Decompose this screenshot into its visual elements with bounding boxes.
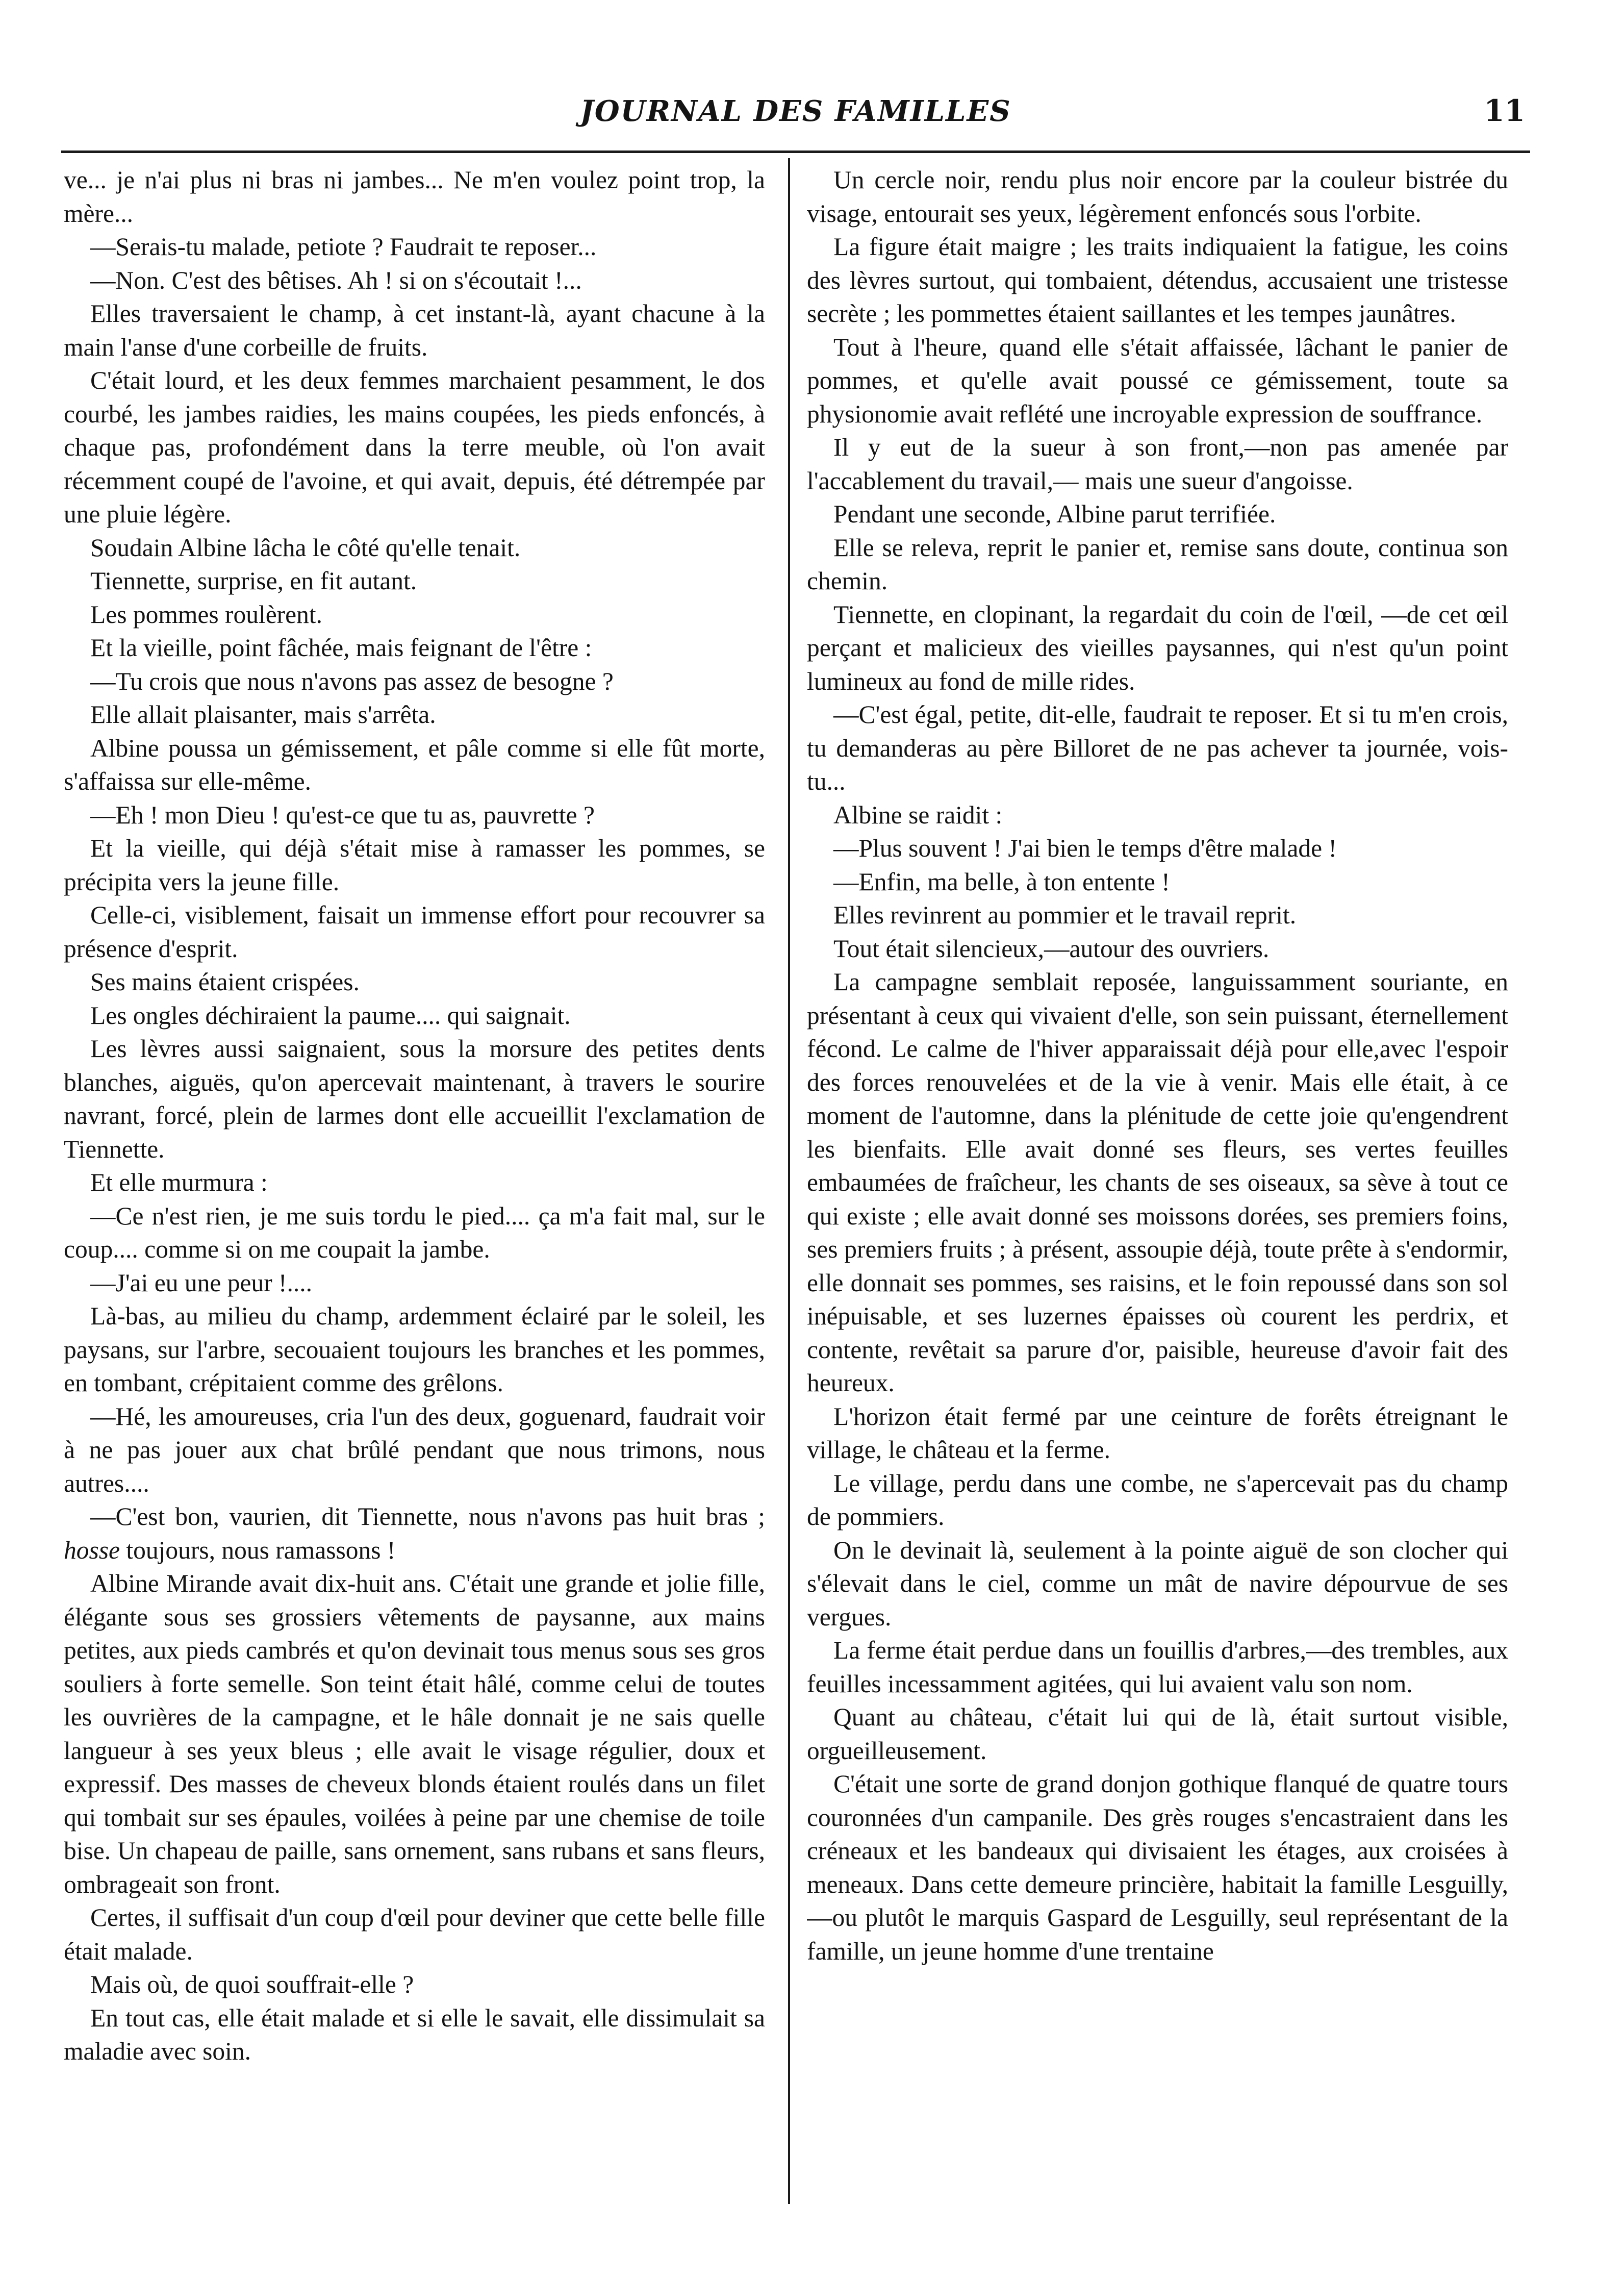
paragraph: Les lèvres aussi saignaient, sous la morsure des petites dents blanches, aiguës, qu'on apercevait maintenant, à travers le sourire navrant, forcé, plein de larmes dont elle accueillit l'exclamation de Tiennette. xyxy=(64,1035,765,1163)
paragraph: —J'ai eu une peur !.... xyxy=(90,1268,313,1297)
paragraph: —Enfin, ma belle, à ton entente ! xyxy=(833,867,1170,896)
italic-word: hosse xyxy=(64,1536,120,1564)
paragraph: Tout était silencieux,—autour des ouvriers. xyxy=(833,934,1270,963)
paragraph: —Plus souvent ! J'ai bien le temps d'être malade ! xyxy=(833,834,1337,862)
paragraph: C'était une sorte de grand donjon gothique flanqué de quatre tours couronnées d'un campanile. Des grès rouges s'encastraient dans les créneaux et les bandeaux qui divisaient les étages, aux croisées à meneaux. Dans cette demeure princière, habitait la famille Lesguilly,—ou plutôt le marquis Gaspard de Lesguilly, seul représentant de la famille, un jeune homme d'une trentaine xyxy=(807,1770,1508,1965)
paragraph: Et la vieille, qui déjà s'était mise à ramasser les pommes, se précipita vers la jeune fille. xyxy=(64,834,765,896)
paragraph: Quant au château, c'était lui qui de là, était surtout visible, orgueilleusement. xyxy=(807,1703,1508,1765)
paragraph: Tiennette, surprise, en fit autant. xyxy=(90,567,417,595)
paragraph: —Hé, les amoureuses, cria l'un des deux, goguenard, faudrait voir à ne pas jouer aux chat brûlé pendant que nous trimons, nous autres.... xyxy=(64,1402,765,1497)
header-rule xyxy=(61,151,1530,153)
paragraph: L'horizon était fermé par une ceinture de forêts étreignant le village, le château et la ferme. xyxy=(807,1402,1508,1464)
paragraph: —Serais-tu malade, petiote ? Faudrait te reposer... xyxy=(90,233,597,261)
paragraph: Il y eut de la sueur à son front,—non pas amenée par l'accablement du travail,— mais une sueur d'angoisse. xyxy=(807,433,1508,495)
paragraph: Tout à l'heure, quand elle s'était affaissée, lâchant le panier de pommes, et qu'elle avait poussé ce gémissement, toute sa physionomie avait reflété une incroyable expression de souffrance. xyxy=(807,333,1508,428)
paragraph: —Ce n'est rien, je me suis tordu le pied.... ça m'a fait mal, sur le coup.... comme si on me coupait la jambe. xyxy=(64,1201,765,1263)
paragraph: On le devinait là, seulement à la pointe aiguë de son clocher qui s'élevait dans le ciel, comme un mât de navire dépourvue de ses vergues. xyxy=(807,1536,1508,1631)
paragraph: Tiennette, en clopinant, la regardait du coin de l'œil, —de cet œil perçant et malicieux des vieilles paysannes, qui n'est qu'un point lumineux au fond de mille rides. xyxy=(807,600,1508,695)
text-run: toujours, nous ramassons ! xyxy=(126,1536,396,1564)
paragraph: —Tu crois que nous n'avons pas assez de besogne ? xyxy=(90,667,614,695)
paragraph: Elle allait plaisanter, mais s'arrêta. xyxy=(90,700,436,729)
paragraph: Elle se releva, reprit le panier et, remise sans doute, continua son chemin. xyxy=(807,533,1508,595)
paragraph: Soudain Albine lâcha le côté qu'elle tenait. xyxy=(90,533,521,562)
paragraph: Le village, perdu dans une combe, ne s'apercevait pas du champ de pommiers. xyxy=(807,1469,1508,1531)
paragraph: Elles traversaient le champ, à cet instant-là, ayant chacune à la main l'anse d'une corbeille de fruits. xyxy=(64,299,765,361)
paragraph: Les ongles déchiraient la paume.... qui saignait. xyxy=(90,1001,571,1030)
paragraph: Et elle murmura : xyxy=(90,1168,268,1196)
paragraph: ve... je n'ai plus ni bras ni jambes... Ne m'en voulez point trop, la mère... xyxy=(64,166,765,228)
paragraph: En tout cas, elle était malade et si elle le savait, elle dissimulait sa maladie avec soin. xyxy=(64,2003,765,2065)
paragraph: Mais où, de quoi souffrait-elle ? xyxy=(90,1970,414,1998)
page-header xyxy=(61,89,1530,138)
left-column xyxy=(64,163,765,2209)
running-title: JOURNAL DES FAMILLES xyxy=(580,94,1011,128)
paragraph: Certes, il suffisait d'un coup d'œil pour deviner que cette belle fille était malade. xyxy=(64,1903,765,1965)
paragraph xyxy=(64,1500,765,1567)
paragraph: Les pommes roulèrent. xyxy=(90,600,322,629)
paragraph: Albine poussa un gémissement, et pâle comme si elle fût morte, s'affaissa sur elle-même. xyxy=(64,734,765,795)
paragraph: La campagne semblait reposée, languissamment souriante, en présentant à ceux qui vivaient d'elle, son sein puissant, éternellement fécond. Le calme de l'hiver apparaissait déjà pour elle,avec l'espoir des forces renouvelées et de la vie à venir. Mais elle était, à ce moment de l'automne, dans la plénitude de cette joie qu'engendrent les bienfaits. Elle avait donné ses fleurs, ses vertes feuilles embaumées de fraîcheur, les chants de ses oiseaux, sa sève à tout ce qui existe ; elle avait donné ses moissons dorées, ses premiers foins, ses premiers fruits ; à présent, assoupie déjà, toute prête à s'endormir, elle donnait ses pommes, ses raisins, et le foin repoussé dans son sol inépuisable, et ses luzernes épaisses où courent les perdrix, et contente, revêtait sa parure d'or, paisible, heureuse d'avoir fait des heureux. xyxy=(807,968,1508,1397)
paragraph: Et la vieille, point fâchée, mais feignant de l'être : xyxy=(90,634,592,662)
paragraph: Celle-ci, visiblement, faisait un immense effort pour recouvrer sa présence d'esprit. xyxy=(64,901,765,963)
paragraph: —Eh ! mon Dieu ! qu'est-ce que tu as, pauvrette ? xyxy=(90,800,595,829)
paragraph: Pendant une seconde, Albine parut terrifiée. xyxy=(833,500,1276,528)
paragraph: Elles revinrent au pommier et le travail reprit. xyxy=(833,901,1297,929)
paragraph: La figure était maigre ; les traits indiquaient la fatigue, les coins des lèvres surtout, qui tombaient, détendus, accusaient une tristesse secrète ; les pommettes étaient saillantes et les tempes jaunâtres. xyxy=(807,233,1508,328)
paragraph: Là-bas, au milieu du champ, ardemment éclairé par le soleil, les paysans, sur l'arbre, secouaient toujours les branches et les pommes, en tombant, crépitaient comme des grêlons. xyxy=(64,1302,765,1397)
paragraph: Ses mains étaient crispées. xyxy=(90,968,360,996)
paragraph: La ferme était perdue dans un fouillis d'arbres,—des trembles, aux feuilles incessamment agitées, qui lui avaient valu son nom. xyxy=(807,1636,1508,1698)
paragraph: C'était lourd, et les deux femmes marchaient pesamment, le dos courbé, les jambes raidies, les mains coupées, les pieds enfoncés, à chaque pas, profondément dans la terre meuble, où l'on avait récemment coupé de l'avoine, et qui avait, depuis, été détrempée par une pluie légère. xyxy=(64,366,765,528)
paragraph: Albine se raidit : xyxy=(833,800,1003,829)
paragraph: Un cercle noir, rendu plus noir encore par la couleur bistrée du visage, entourait ses yeux, légèrement enfoncés sous l'orbite. xyxy=(807,166,1508,228)
right-column xyxy=(807,163,1508,2209)
page-number: 11 xyxy=(1484,93,1525,128)
paragraph: —Non. C'est des bêtises. Ah ! si on s'écoutait !... xyxy=(90,266,582,294)
paragraph: —C'est égal, petite, dit-elle, faudrait te reposer. Et si tu m'en crois, tu demanderas au père Billoret de ne pas achever ta journée, vois-tu... xyxy=(807,700,1508,795)
paragraph: Albine Mirande avait dix-huit ans. C'était une grande et jolie fille, élégante sous ses grossiers vêtements de paysanne, aux mains petites, aux pieds cambrés et qu'on devinait tous menus sous ses gros souliers à forte semelle. Son teint était hâlé, comme celui de toutes les ouvrières de la campagne, et le hâle donnait je ne sais quelle langueur à ses yeux bleus ; elle avait le visage régulier, doux et expressif. Des masses de cheveux blonds étaient roulés dans un filet qui tombait sur ses épaules, voilées à peine par une chemise de toile bise. Un chapeau de paille, sans ornement, sans rubans et sans fleurs, ombrageait son front. xyxy=(64,1569,765,1898)
text-run: —C'est bon, vaurien, dit Tiennette, nous n'avons pas huit bras ; xyxy=(90,1502,765,1531)
column-divider xyxy=(788,158,790,2204)
